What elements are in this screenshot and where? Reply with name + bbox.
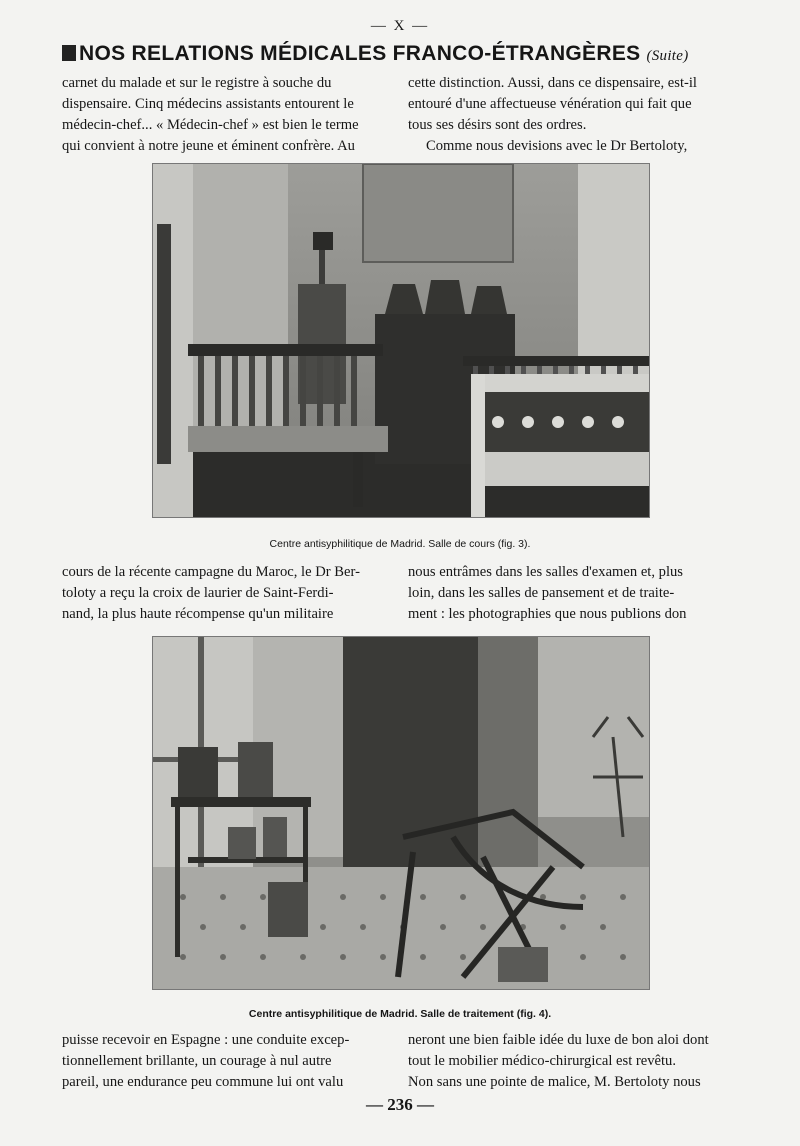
- text-line: puisse recevoir en Espagne : une conduite excep-: [62, 1032, 350, 1048]
- text-line: nous entrâmes dans les salles d'examen et, plus: [408, 564, 683, 580]
- figure3-caption: Centre antisyphilitique de Madrid. Salle de cours (fig. 3).: [269, 538, 531, 550]
- figure4-caption: Centre antisyphilitique de Madrid. Salle de traitement (fig. 4).: [248, 1008, 552, 1020]
- text-line: carnet du malade et sur le registre à souche du: [62, 75, 332, 91]
- text-line: tout le mobilier médico-chirurgical est revêtu.: [408, 1053, 677, 1069]
- section2-right-column: [408, 562, 734, 625]
- text-line: dispensaire. Cinq médecins assistants entourent le: [62, 96, 354, 112]
- header-title: NOS RELATIONS MÉDICALES FRANCO-ÉTRANGÈRES: [79, 42, 641, 65]
- figure3-photo: [152, 163, 650, 518]
- section3-right-column: [408, 1030, 734, 1093]
- text-line: toloty a reçu la croix de laurier de Saint-Ferdi-: [62, 585, 334, 601]
- text-line: Comme nous devisions avec le Dr Bertoloty,: [426, 138, 688, 154]
- page-marker: — X —: [370, 18, 430, 34]
- text-line: pareil, une endurance peu commune lui ont valu: [62, 1074, 344, 1090]
- text-line: qui convient à notre jeune et éminent confrère. Au: [62, 138, 355, 154]
- section2-left-column: [62, 562, 392, 625]
- text-line: loin, dans les salles de pansement et de traite-: [408, 585, 675, 601]
- section1-left-column: [62, 73, 392, 157]
- page-number: — 236 —: [366, 1095, 434, 1114]
- header-ornament: [62, 45, 76, 61]
- text-line: entouré d'une affectueuse vénération qui fait que: [408, 96, 692, 112]
- text-line: nand, la plus haute récompense qu'un militaire: [62, 606, 334, 622]
- text-line: cette distinction. Aussi, dans ce dispensaire, est-il: [408, 75, 697, 91]
- section3-left-column: [62, 1030, 392, 1093]
- figure4-photo: [152, 636, 650, 990]
- text-line: tionnellement brillante, un courage à nul autre: [62, 1053, 332, 1069]
- text-line: neront une bien faible idée du luxe de bon aloi dont: [408, 1032, 709, 1048]
- text-line: Non sans une pointe de malice, M. Bertoloty nous: [408, 1074, 701, 1090]
- running-header: [62, 42, 742, 66]
- text-line: tous ses désirs sont des ordres.: [408, 117, 587, 133]
- text-line: ment : les photographies que nous publions don: [408, 606, 687, 622]
- section1-right-column: [408, 73, 734, 157]
- header-suite: (Suite): [646, 48, 689, 64]
- text-line: médecin-chef... « Médecin-chef » est bien le terme: [62, 117, 359, 133]
- text-line: cours de la récente campagne du Maroc, le Dr Ber-: [62, 564, 360, 580]
